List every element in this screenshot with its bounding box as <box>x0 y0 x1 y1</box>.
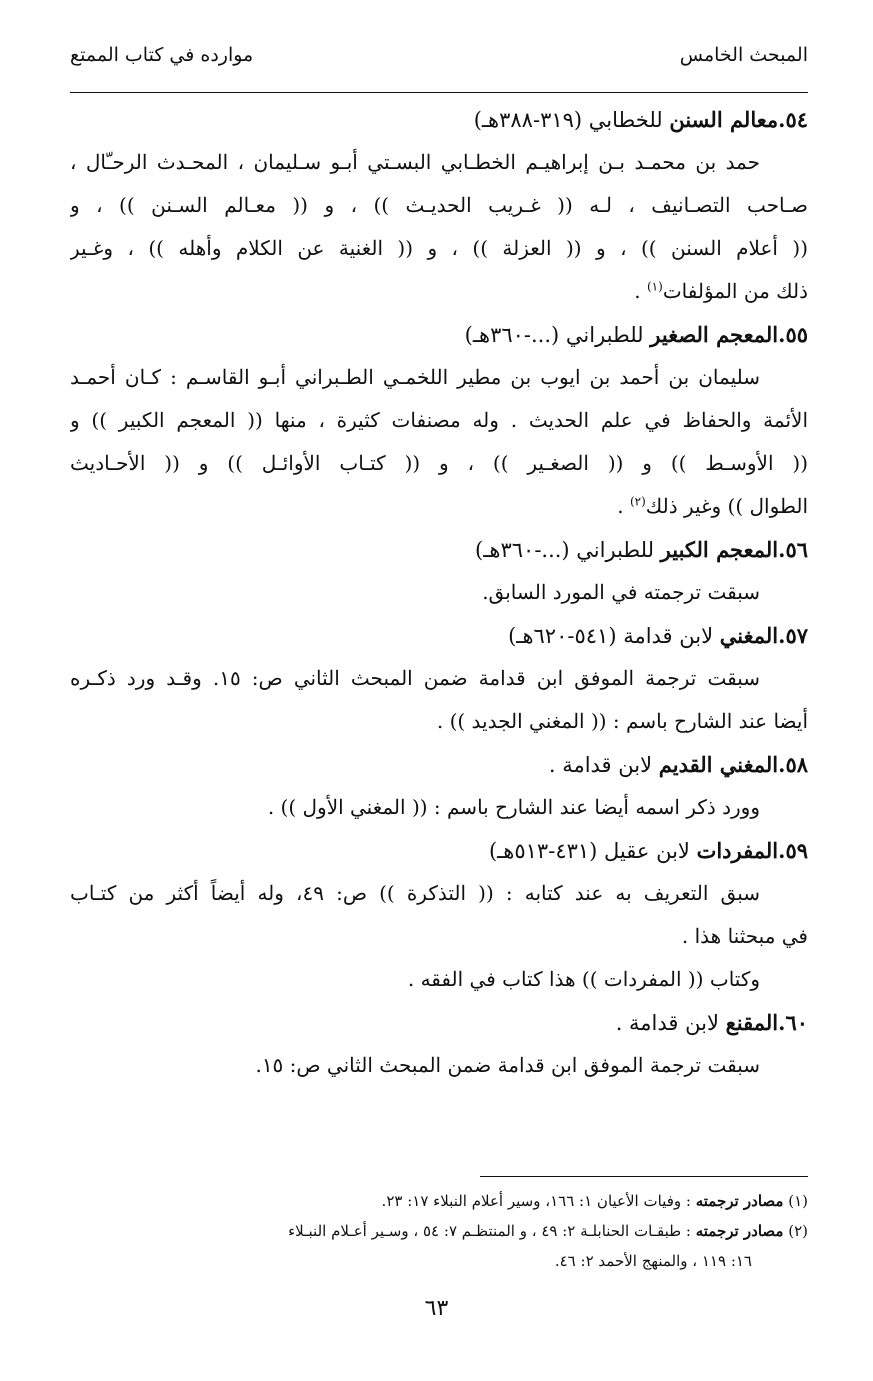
entry-title: المغني <box>719 623 779 648</box>
entry-title: المغني القديم <box>658 752 779 777</box>
entry-author: لابن قدامة . <box>615 1011 726 1035</box>
header-section: موارده في كتاب الممتع <box>70 44 254 66</box>
entry-text-line: سبقت ترجمة الموفق ابن قدامة ضمن المبحث الثاني ص: ١٥. <box>255 1053 760 1077</box>
entry-text-line: أيضا عند الشارح باسم : (( المغني الجديد )) . <box>436 709 808 733</box>
header-rule <box>70 92 808 93</box>
main-text <box>70 98 808 1087</box>
footnote-2 <box>70 1216 808 1246</box>
entry-author: لابن قدامة . <box>548 753 659 777</box>
page-number: ٦٣ <box>424 1296 449 1321</box>
entry-heading-58 <box>70 743 808 786</box>
entry-number: ٥٨. <box>778 752 808 777</box>
entry-number: ٥٧. <box>778 623 808 648</box>
entry-heading-56 <box>70 528 808 571</box>
entry-text-line <box>70 485 808 528</box>
running-header <box>70 44 808 80</box>
footnote-label: مصادر ترجمته <box>695 1192 784 1210</box>
entry-heading-60 <box>70 1001 808 1044</box>
entry-heading-54 <box>70 98 808 141</box>
footnote-text: : وفيات الأعيان ١: ١٦٦، وسير أعلام النبلاء ١٧: ٢٣. <box>381 1192 696 1210</box>
entry-text-line: سبقت ترجمته في المورد السابق. <box>482 580 760 604</box>
entry-author-dates: للطبراني (...-٣٦٠هـ) <box>464 323 651 347</box>
entry-title: المقنع <box>725 1010 779 1035</box>
entry-author-dates: لابن قدامة (٥٤١-٦٢٠هـ) <box>508 624 720 648</box>
footnote-label: مصادر ترجمته <box>695 1222 784 1240</box>
footnote-ref: (٢) <box>629 494 646 509</box>
entry-text-line: وورد ذكر اسمه أيضا عند الشارح باسم : (( المغني الأول )) . <box>267 795 760 819</box>
entry-title: المعجم الكبير <box>660 537 779 562</box>
footnote-1 <box>70 1186 808 1216</box>
entry-number: ٦٠. <box>778 1010 808 1035</box>
entry-text-line: في مبحثنا هذا . <box>681 924 808 948</box>
entry-heading-59 <box>70 829 808 872</box>
entry-author-dates: لابن عقيل (٤٣١-٥١٣هـ) <box>488 839 697 863</box>
entry-text-line: وكتاب (( المفردات )) هذا كتاب في الفقه . <box>407 967 760 991</box>
entry-text-line: الأئمة والحفاظ في علم الحديث . وله مصنفات كثيرة ، منها (( المعجم الكبير )) و <box>70 408 808 432</box>
footnote-mark: (٢) <box>788 1222 808 1240</box>
entry-text-line: (( الأوسـط )) و (( الصغـير )) ، و (( كتـاب الأوائـل )) و (( الأحـاديث <box>70 451 808 475</box>
entry-number: ٥٩. <box>778 838 808 863</box>
entry-title: المفردات <box>696 838 779 863</box>
entry-text-line: حمد بن محمـد بـن إبراهيـم الخطـابي البسـتي أبـو سـليمان ، المحـدث الرحـّال ، <box>70 150 760 174</box>
footnote-text: : طبقـات الحنابلـة ٢: ٤٩ ، و المنتظـم ٧: ٥٤ ، وسـير أعـلام النبـلاء <box>288 1222 696 1240</box>
entry-text: ذلك من المؤلفات <box>662 279 808 303</box>
entry-number: ٥٤. <box>778 107 808 132</box>
entry-author-dates: للخطابي (٣١٩-٣٨٨هـ) <box>473 108 670 132</box>
entry-number: ٥٦. <box>778 537 808 562</box>
footnote-mark: (١) <box>788 1192 808 1210</box>
entry-text-line: سبقت ترجمة الموفق ابن قدامة ضمن المبحث الثاني ص: ١٥. وقـد ورد ذكـره <box>70 666 761 690</box>
entry-title: المعجم الصغير <box>650 322 779 347</box>
entry-text-line: سليمان بن أحمد بن ايوب بن مطير اللخمـي الطـبراني أبـو القاسـم : كـان أحمـد <box>70 365 760 389</box>
header-chapter: المبحث الخامس <box>679 44 808 66</box>
entry-heading-57 <box>70 614 808 657</box>
footnote-ref: (١) <box>646 279 663 294</box>
entry-text: الطوال )) وغير ذلك <box>645 494 808 518</box>
entry-text: . <box>634 279 647 303</box>
entry-text-line: (( أعلام السنن )) ، و (( العزلة )) ، و (( الغنية عن الكلام وأهله )) ، وغـير <box>70 236 808 260</box>
entry-title: معالم السنن <box>669 107 779 132</box>
footnotes <box>70 1186 808 1276</box>
entry-text: . <box>617 494 630 518</box>
footnote-2-continuation: ١٦: ١١٩ ، والمنهج الأحمد ٢: ٤٦. <box>554 1252 752 1270</box>
entry-author-dates: للطبراني (...-٣٦٠هـ) <box>475 538 661 562</box>
entry-text-line: سبق التعريف به عند كتابه : (( التذكرة )) ص: ٤٩، وله أيضاً أكثر من كتـاب <box>70 881 760 905</box>
footnote-rule <box>480 1176 808 1177</box>
entry-heading-55 <box>70 313 808 356</box>
entry-number: ٥٥. <box>778 322 808 347</box>
entry-text-line <box>70 270 808 313</box>
entry-text-line: صـاحب التصـانيف ، لـه (( غـريب الحديـث )) ، و (( معـالم السـنن )) ، و <box>70 193 808 217</box>
